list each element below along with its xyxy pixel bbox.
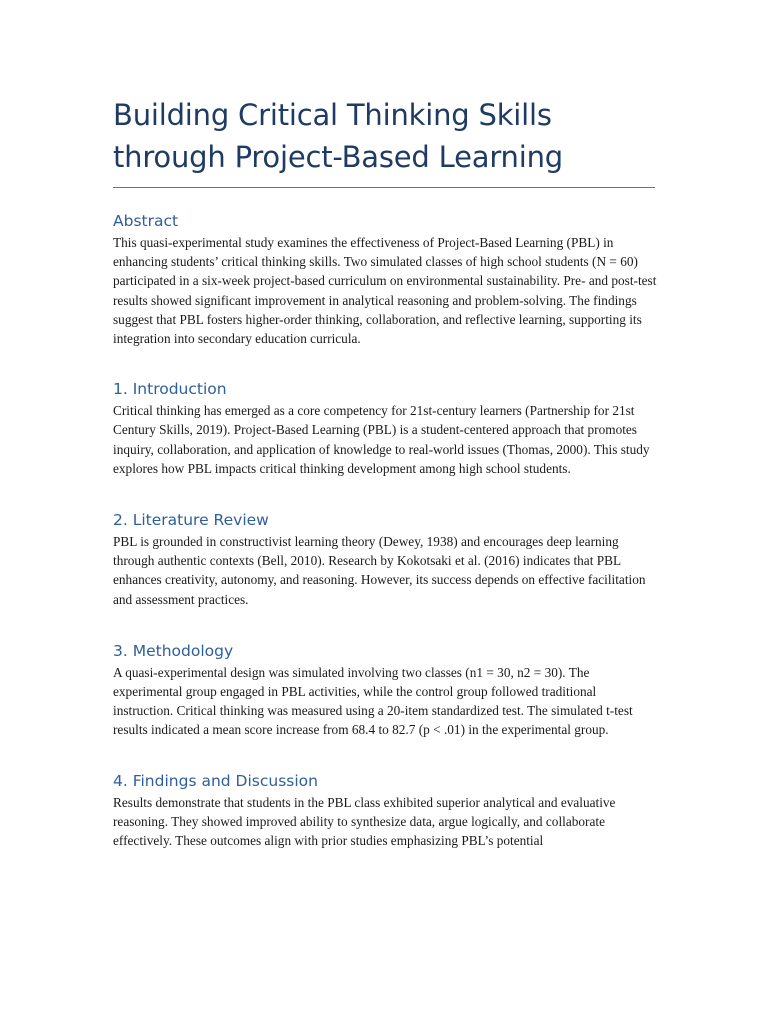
section-paragraph: Critical thinking has emerged as a core competency for 21st-century learners (Partnership for 21st Century Skills, 2019). Project-Based Learning (PBL) is a student-centered approach that promotes inquiry, collaboration, and application of knowledge to real-world issues (Thomas, 2000). This study explores how PBL impacts critical thinking development among high school students. (113, 403, 650, 476)
document-page (113, 0, 658, 850)
section-abstract (113, 211, 658, 348)
section-heading: 1. Introduction (113, 380, 227, 399)
section-paragraph: This quasi-experimental study examines the effectiveness of Project-Based Learning (PBL) in enhancing students’ critical thinking skills. Two simulated classes of high school students (N = 60) participated in a six-week project-based curriculum on environmental sustainability. Pre- and post-test results showed significant improvement in analytical reasoning and problem-solving. The findings suggest that PBL fosters higher-order thinking, collaboration, and reflective learning, supporting its integration into secondary education curricula. (113, 235, 657, 347)
title-divider (113, 187, 655, 188)
section-heading: 3. Methodology (113, 641, 234, 660)
section-literature-review (113, 510, 658, 609)
section-paragraph: A quasi-experimental design was simulated involving two classes (n1 = 30, n2 = 30). The experimental group engaged in PBL activities, while the control group followed traditional instruction. Critical thinking was measured using a 20-item standardized test. The simulated t-test results indicated a mean score increase from 68.4 to 82.7 (p < .01) in the experimental group. (113, 664, 633, 738)
section-paragraph: PBL is grounded in constructivist learning theory (Dewey, 1938) and encourages deep learning through authentic contexts (Bell, 2010). Research by Kokotsaki et al. (2016) indicates that PBL enhances creativity, autonomy, and reasoning. However, its success depends on effective facilitation and assessment practices. (113, 534, 646, 607)
section-heading: 2. Literature Review (113, 511, 269, 530)
section-heading: 4. Findings and Discussion (113, 771, 318, 790)
section-heading: Abstract (113, 212, 179, 230)
section-findings-discussion (113, 771, 658, 851)
section-methodology (113, 641, 658, 740)
document-title: Building Critical Thinking Skills through Project-Based Learning (113, 98, 563, 174)
section-paragraph: Results demonstrate that students in the PBL class exhibited superior analytical and evaluative reasoning. They showed improved ability to synthesize data, argue logically, and collaborate effectively. These outcomes align with prior studies emphasizing PBL’s potential (113, 794, 616, 849)
section-introduction (113, 379, 658, 478)
